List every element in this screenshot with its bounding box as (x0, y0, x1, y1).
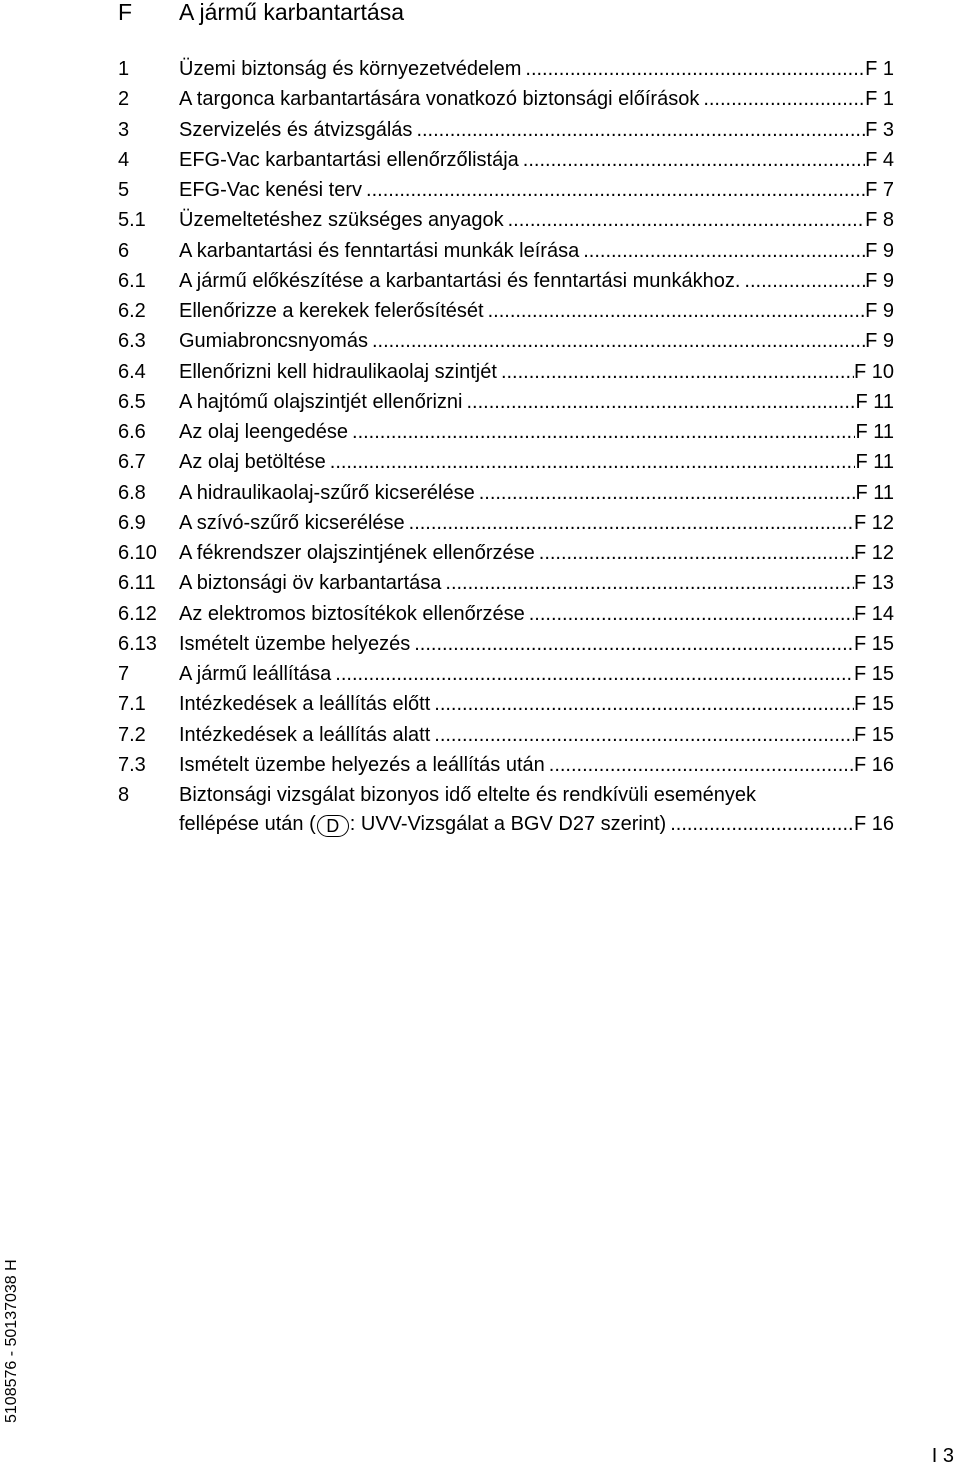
toc-entry-title: A jármű leállítása (179, 663, 332, 685)
toc-entry-title-line1: Biztonsági vizsgálat bizonyos idő eltelte és rendkívüli események (179, 784, 756, 806)
toc-entry-page: F 9 (865, 300, 894, 322)
toc-entry-body (179, 629, 894, 659)
toc-entry-number: 6.9 (118, 511, 146, 534)
toc-entry-page: F 11 (855, 390, 894, 413)
toc-entry-body (179, 296, 894, 326)
toc-entry-page: F 16 (853, 813, 894, 835)
toc-entry-title: A szívó-szűrő kicserélése (179, 511, 405, 534)
toc-entry-title-part: fellépése után ( (179, 813, 316, 835)
toc-entry-8[interactable] (118, 780, 894, 842)
dot-leader (523, 145, 865, 175)
toc-entry-title: Üzemi biztonság és környezetvédelem (179, 58, 522, 80)
dot-leader (414, 629, 854, 659)
dot-leader (744, 266, 865, 296)
toc-entry-page: F 9 (865, 239, 894, 262)
dot-leader (330, 447, 856, 477)
dot-leader (539, 538, 854, 568)
toc-entry-body (179, 750, 894, 780)
toc-entry-title-line2 (179, 809, 894, 839)
toc-entry[interactable] (118, 447, 894, 477)
toc-entry-body (179, 478, 894, 508)
toc-entry-page: F 11 (855, 451, 894, 474)
toc-entry-body (179, 115, 894, 145)
toc-entry-title: Ismételt üzembe helyezés a leállítás után (179, 753, 545, 776)
toc-entry-number: 5.1 (118, 209, 146, 232)
toc-entry-page: F 7 (865, 179, 894, 201)
page-number: I 3 (931, 1445, 954, 1467)
toc-entry[interactable] (118, 115, 894, 145)
toc-entry[interactable] (118, 538, 894, 568)
toc-entry[interactable] (118, 296, 894, 326)
toc-entry-number: 7.2 (118, 723, 146, 746)
toc-entry[interactable] (118, 387, 894, 417)
dot-leader (583, 236, 865, 266)
toc-entry[interactable] (118, 720, 894, 750)
toc-entry-number: 6.10 (118, 542, 157, 564)
toc-entry-page: F 3 (865, 118, 894, 141)
toc-entry-number: 6.5 (118, 390, 146, 413)
document-code: 5108576 - 50137038 H (3, 1259, 20, 1423)
toc-entry-title: Az olaj leengedése (179, 421, 349, 443)
toc-entry-number: 6.8 (118, 481, 146, 504)
toc-entry-page: F 14 (853, 602, 894, 625)
toc-entry-number: 6.12 (118, 602, 157, 625)
toc-entry-number: 6.7 (118, 451, 146, 474)
toc-entry-number: 2 (118, 88, 130, 111)
toc-entry[interactable] (118, 205, 894, 235)
dot-leader (549, 750, 854, 780)
toc-entry-page: F 16 (853, 753, 894, 776)
toc-entry-title: A jármű előkészítése a karbantartási és fenntartási munkákhoz. (179, 269, 741, 292)
toc-entry-title: A hajtómű olajszintjét ellenőrizni (179, 390, 463, 413)
toc-entry-page: F 12 (853, 511, 894, 534)
toc-entry-title: Ellenőrizze a kerekek felerősítését (179, 300, 484, 322)
dot-leader (366, 175, 865, 205)
toc-entry-number: 7.1 (118, 693, 146, 716)
toc-entry[interactable] (118, 689, 894, 719)
toc-entry-title: A karbantartási és fenntartási munkák leírása (179, 239, 580, 262)
toc-entry-title: Intézkedések a leállítás előtt (179, 693, 431, 716)
dot-leader (529, 599, 854, 629)
toc-entry-title: Üzemeltetéshez szükséges anyagok (179, 209, 504, 232)
toc-entry-body (179, 417, 894, 447)
toc-entry-page: F 8 (865, 209, 894, 232)
dot-leader (434, 689, 854, 719)
toc-entry[interactable] (118, 175, 894, 205)
toc-entry-title: A biztonsági öv karbantartása (179, 572, 442, 595)
toc-entry-title: EFG-Vac karbantartási ellenőrzőlistája (179, 148, 519, 171)
dot-leader (467, 387, 856, 417)
toc-entry-page: F 15 (853, 723, 894, 746)
toc-entry-body (179, 145, 894, 175)
toc-entry-body (179, 599, 894, 629)
dot-leader (335, 659, 854, 689)
toc-entry-title: Az olaj betöltése (179, 451, 326, 474)
dot-leader (372, 326, 865, 356)
toc-entry-number: 6.13 (118, 632, 157, 655)
toc-entry-page: F 10 (853, 360, 894, 383)
toc-entry[interactable] (118, 266, 894, 296)
toc-entry[interactable] (118, 326, 894, 356)
toc-entry-page: F 15 (853, 663, 894, 685)
toc-entry-body (179, 357, 894, 387)
dot-leader (488, 296, 866, 326)
toc-entry-body (179, 538, 894, 568)
toc-entry-page: F 9 (865, 330, 894, 353)
dot-leader (501, 357, 854, 387)
dot-leader (352, 417, 855, 447)
toc-entry-page: F 4 (865, 148, 894, 171)
toc-entry-title: A targonca karbantartására vonatkozó biztonsági előírások (179, 88, 700, 111)
toc-entry[interactable] (118, 508, 894, 538)
toc-entry-page: F 15 (853, 632, 894, 655)
toc-entry[interactable] (118, 659, 894, 689)
toc-entry-title: Az elektromos biztosítékok ellenőrzése (179, 602, 525, 625)
toc-entry[interactable] (118, 84, 894, 114)
chapter-title: A jármű karbantartása (179, 0, 405, 25)
dot-leader (416, 115, 865, 145)
toc-entry-body (179, 266, 894, 296)
toc-entry-body (179, 387, 894, 417)
toc-entry-page: F 15 (853, 693, 894, 716)
toc-entry-number: 6.6 (118, 421, 146, 443)
dot-leader (508, 205, 865, 235)
toc-entry-title: Ismételt üzembe helyezés (179, 632, 411, 655)
toc-entry-page: F 9 (865, 269, 894, 292)
toc-entry-number: 7.3 (118, 753, 146, 776)
toc-entry-body (179, 84, 894, 114)
toc-entry[interactable] (118, 599, 894, 629)
dot-leader (703, 84, 865, 114)
toc-entry-number: 7 (118, 663, 130, 685)
toc-entry-number: 4 (118, 148, 130, 171)
toc-entry-title: A fékrendszer olajszintjének ellenőrzése (179, 542, 535, 564)
dot-leader (479, 478, 856, 508)
table-of-contents (118, 54, 894, 842)
toc-entry-body (179, 326, 894, 356)
toc-entry-body (179, 508, 894, 538)
dot-leader (445, 568, 854, 598)
toc-entry-number: 6.3 (118, 330, 146, 353)
toc-entry-title: Gumiabroncsnyomás (179, 330, 368, 353)
toc-entry-number: 6 (118, 239, 130, 262)
toc-entry-page: F 11 (855, 481, 894, 504)
toc-entry-body (179, 689, 894, 719)
toc-entry-body (179, 54, 894, 84)
toc-entry[interactable] (118, 629, 894, 659)
toc-entry[interactable] (118, 54, 894, 84)
toc-entry-number: 6.11 (118, 572, 156, 595)
toc-entry[interactable] (118, 478, 894, 508)
dot-leader (670, 809, 854, 839)
country-d-symbol: D (317, 815, 349, 837)
dot-leader (409, 508, 854, 538)
toc-entry[interactable] (118, 750, 894, 780)
toc-entry-body (179, 720, 894, 750)
toc-entry-title: A hidraulikaolaj-szűrő kicserélése (179, 481, 475, 504)
toc-entry-body (179, 236, 894, 266)
toc-entry-body (179, 659, 894, 689)
toc-entry-page: F 1 (865, 58, 894, 80)
dot-leader (434, 720, 854, 750)
toc-entry-title: Szervizelés és átvizsgálás (179, 118, 413, 141)
toc-entry-page: F 1 (865, 88, 894, 111)
toc-entry[interactable] (118, 236, 894, 266)
toc-entry-number: 8 (118, 784, 130, 806)
toc-entry[interactable] (118, 417, 894, 447)
dot-leader (525, 54, 865, 84)
toc-entry[interactable] (118, 357, 894, 387)
toc-entry-body (179, 175, 894, 205)
toc-entry[interactable] (118, 145, 894, 175)
toc-entry-body (179, 568, 894, 598)
toc-entry-number: 6.2 (118, 300, 146, 322)
toc-entry-number: 6.1 (118, 269, 146, 292)
chapter-letter: F (118, 0, 133, 25)
toc-entry-page: F 11 (855, 421, 894, 443)
toc-entry-page: F 12 (853, 542, 894, 564)
toc-entry-number: 6.4 (118, 360, 146, 383)
toc-entry-number: 3 (118, 118, 130, 141)
toc-entry-body (179, 205, 894, 235)
toc-entry-title: Ellenőrizni kell hidraulikaolaj szintjét (179, 360, 497, 383)
toc-entry[interactable] (118, 568, 894, 598)
toc-entry-title: EFG-Vac kenési terv (179, 179, 363, 201)
toc-entry-title: Intézkedések a leállítás alatt (179, 723, 431, 746)
toc-entry-page: F 13 (853, 572, 894, 595)
toc-entry-title-part: : UVV-Vizsgálat a BGV D27 szerint) (349, 813, 667, 835)
toc-entry-body (179, 447, 894, 477)
toc-entry-number: 1 (118, 58, 130, 80)
toc-entry-number: 5 (118, 179, 130, 201)
